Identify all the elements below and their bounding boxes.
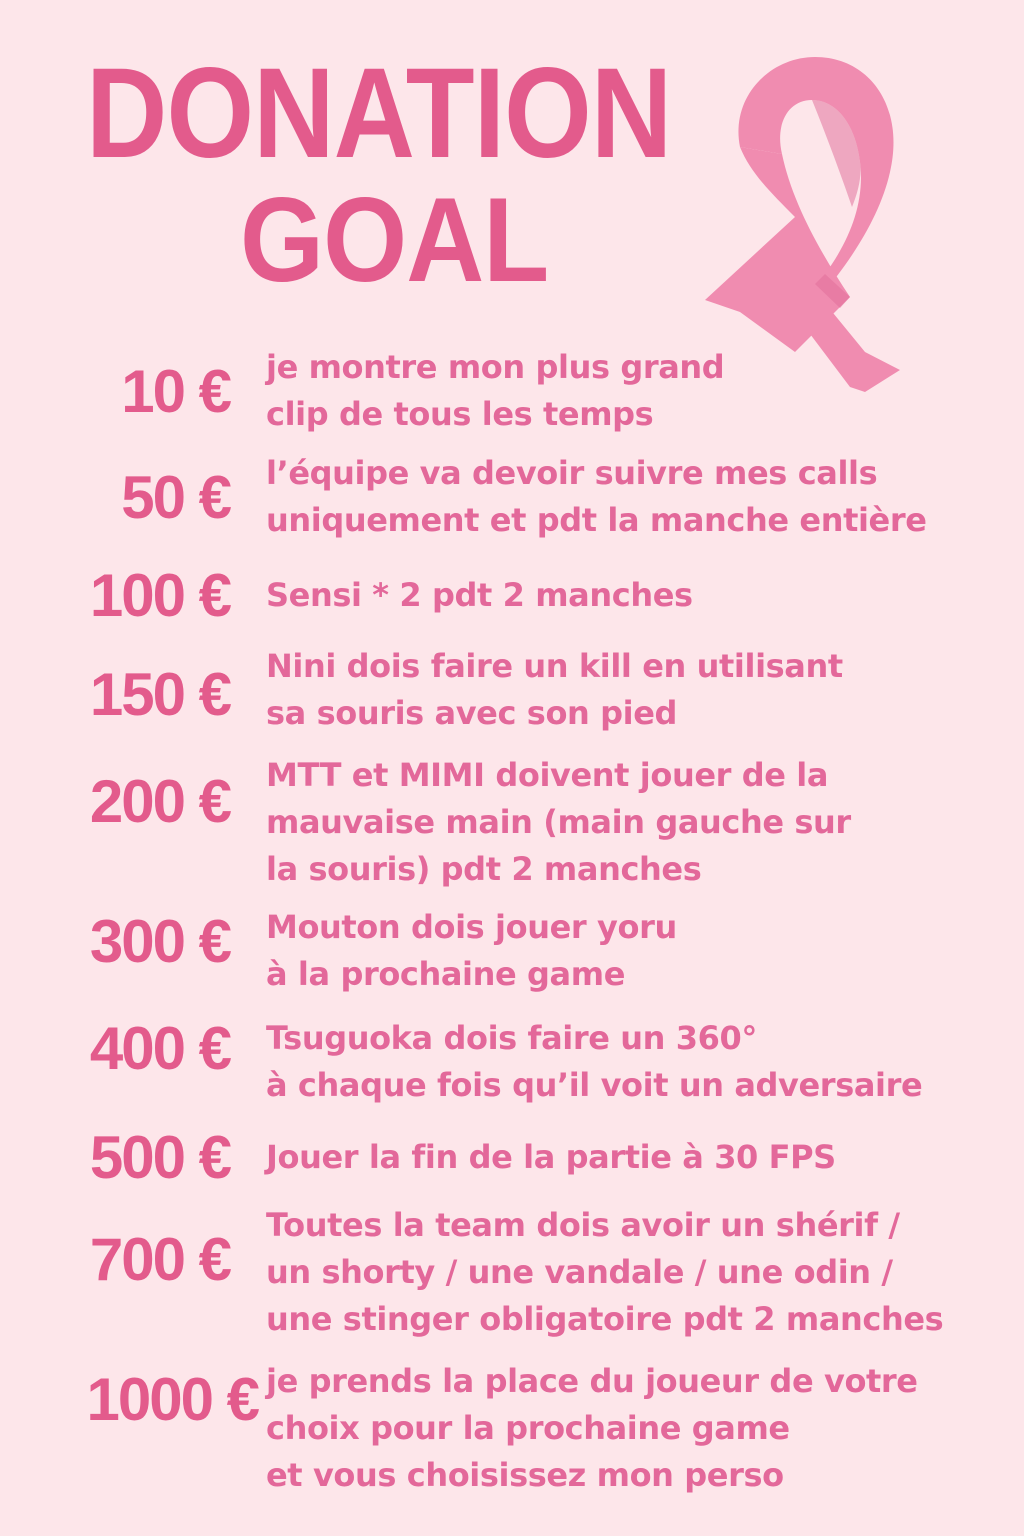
goal-description-line: clip de tous les temps — [266, 395, 654, 433]
goal-description-line: l’équipe va devoir suivre mes calls — [266, 454, 878, 492]
goal-description — [266, 904, 1006, 998]
goal-description — [266, 1202, 1006, 1343]
goal-amount: 150 € — [89, 661, 230, 728]
goal-description-line: Mouton dois jouer yoru — [266, 908, 677, 946]
goal-description-line: MTT et MIMI doivent jouer de la — [266, 756, 829, 794]
goal-description-line: Sensi * 2 pdt 2 manches — [266, 576, 693, 614]
goal-amount: 500 € — [89, 1124, 230, 1191]
goal-description-line: je montre mon plus grand — [266, 348, 725, 386]
goal-description — [266, 1015, 1006, 1109]
goal-description-line: à chaque fois qu’il voit un adversaire — [266, 1066, 923, 1104]
goal-amount: 400 € — [89, 1015, 230, 1082]
goal-description-line: je prends la place du joueur de votre — [266, 1362, 918, 1400]
goal-description-line: choix pour la prochaine game — [266, 1409, 790, 1447]
goal-description-line: Toutes la team dois avoir un shérif / — [266, 1206, 900, 1244]
goal-description — [266, 344, 1006, 438]
goal-description — [266, 450, 1006, 544]
goal-amount: 50 € — [121, 464, 230, 531]
goal-description-line: et vous choisissez mon perso — [266, 1456, 784, 1494]
goal-description — [266, 1134, 1006, 1181]
goal-amount: 10 € — [121, 358, 230, 425]
goal-description-line: Jouer la fin de la partie à 30 FPS — [266, 1138, 836, 1176]
goal-description-line: une stinger obligatoire pdt 2 manches — [266, 1300, 944, 1338]
goal-description-line: à la prochaine game — [266, 955, 625, 993]
goal-amount: 300 € — [89, 908, 230, 975]
goal-description-line: uniquement et pdt la manche entière — [266, 501, 927, 539]
goal-description-line: mauvaise main (main gauche sur — [266, 803, 851, 841]
goal-description-line: un shorty / une vandale / une odin / — [266, 1253, 893, 1291]
goal-amount: 100 € — [89, 562, 230, 629]
goal-description — [266, 1358, 1006, 1499]
goal-description-line: Tsuguoka dois faire un 360° — [266, 1019, 757, 1057]
goal-amount: 200 € — [89, 768, 230, 835]
goal-description-line: la souris) pdt 2 manches — [266, 850, 702, 888]
goal-description — [266, 572, 1006, 619]
title-donation: DONATION — [86, 42, 672, 185]
goal-description-line: sa souris avec son pied — [266, 694, 678, 732]
goal-amount: 700 € — [89, 1226, 230, 1293]
goal-description — [266, 643, 1006, 737]
goal-description-line: Nini dois faire un kill en utilisant — [266, 647, 843, 685]
goal-amount: 1000 € — [86, 1366, 258, 1433]
title-goal: GOAL — [240, 173, 549, 307]
goal-description — [266, 752, 1006, 893]
